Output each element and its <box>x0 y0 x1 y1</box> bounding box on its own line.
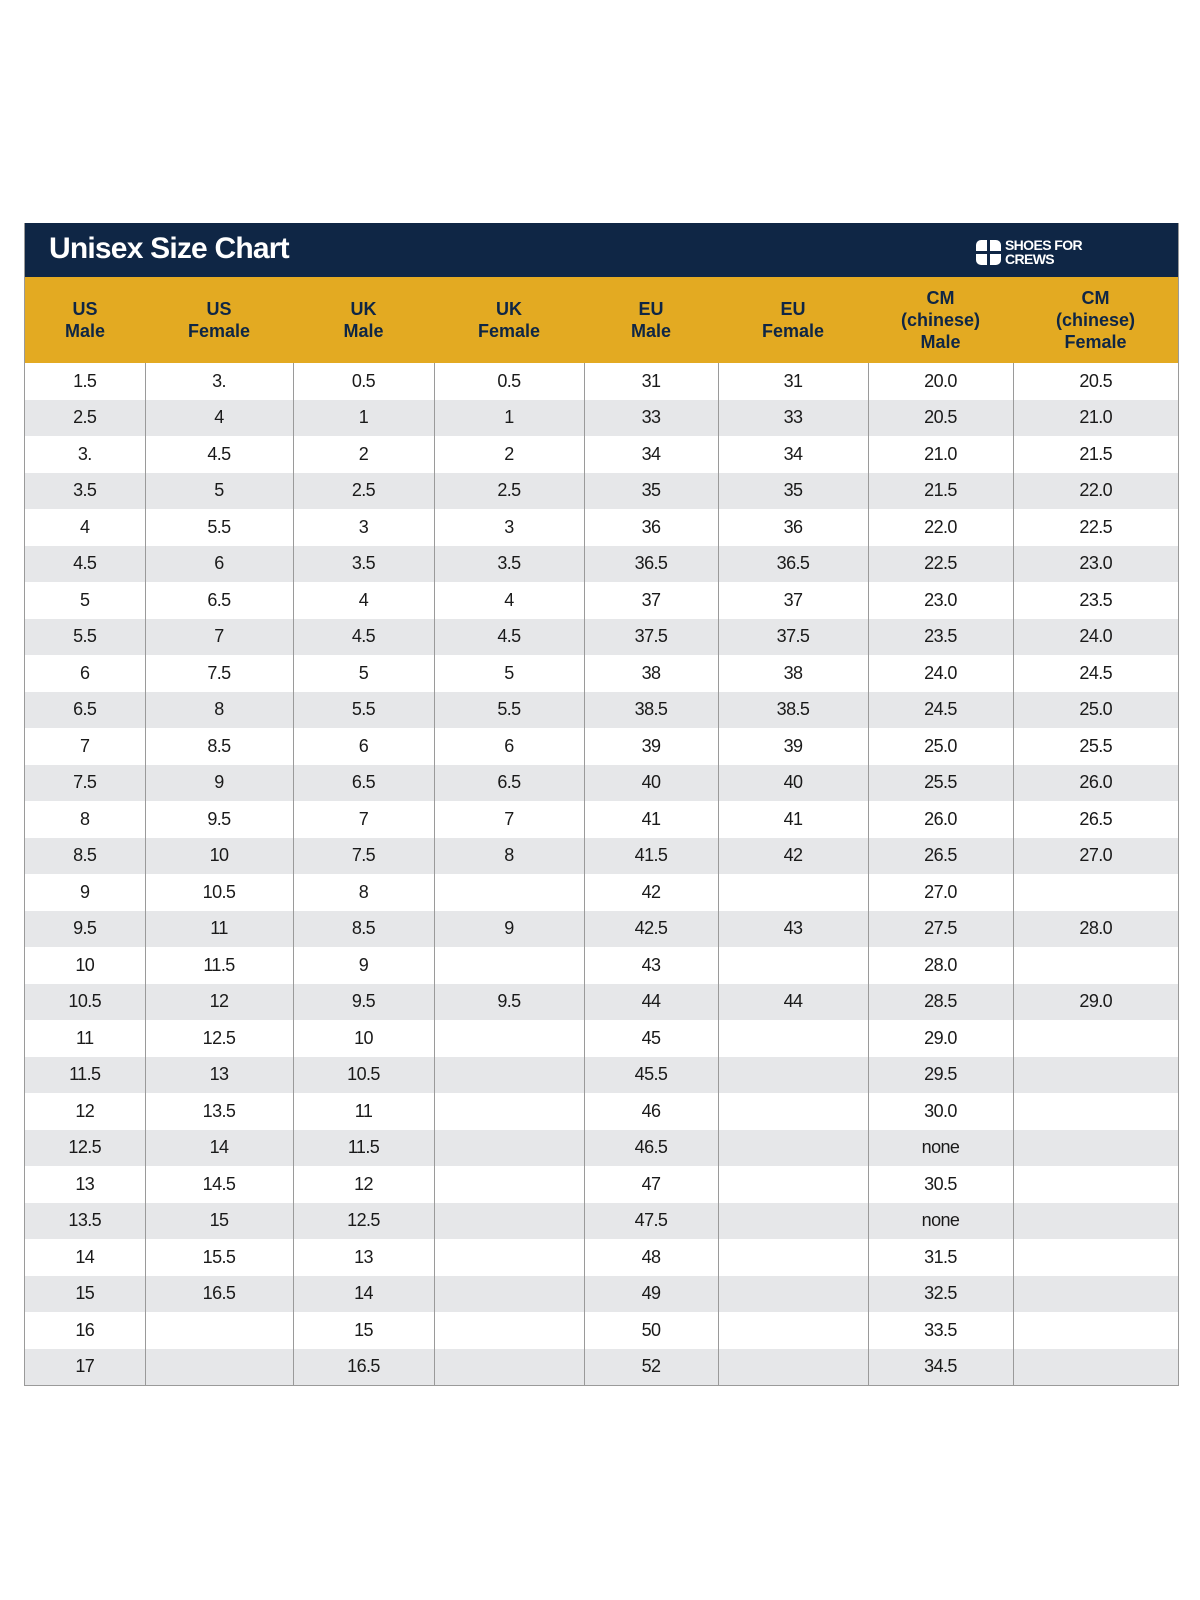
table-cell <box>434 1349 584 1386</box>
table-cell: 45.5 <box>584 1057 718 1094</box>
table-row <box>25 874 1178 911</box>
table-row <box>25 692 1178 729</box>
table-row <box>25 1349 1178 1386</box>
table-cell: 7.5 <box>145 655 293 692</box>
table-cell: 16 <box>25 1312 145 1349</box>
table-cell: 7 <box>434 801 584 838</box>
table-cell: 10 <box>145 838 293 875</box>
table-row <box>25 1020 1178 1057</box>
table-cell <box>434 1057 584 1094</box>
table-cell: 40 <box>584 765 718 802</box>
table-cell: 10 <box>25 947 145 984</box>
table-cell: 14.5 <box>145 1166 293 1203</box>
table-cell: 10.5 <box>25 984 145 1021</box>
table-cell: 31.5 <box>868 1239 1013 1276</box>
table-cell <box>434 1093 584 1130</box>
table-cell: 8 <box>293 874 434 911</box>
table-cell: 20.5 <box>868 400 1013 437</box>
table-cell: 25.0 <box>868 728 1013 765</box>
table-cell: 14 <box>145 1130 293 1167</box>
table-body <box>25 363 1178 1385</box>
table-cell: 37 <box>584 582 718 619</box>
table-cell: 47.5 <box>584 1203 718 1240</box>
table-cell: 3. <box>145 363 293 400</box>
table-cell: 15 <box>145 1203 293 1240</box>
table-cell: 3.5 <box>25 473 145 510</box>
table-cell: 3.5 <box>293 546 434 583</box>
table-cell: 23.5 <box>868 619 1013 656</box>
table-cell <box>145 1349 293 1386</box>
table-cell <box>718 1130 868 1167</box>
table-row <box>25 509 1178 546</box>
table-cell: 30.0 <box>868 1093 1013 1130</box>
table-cell: 33.5 <box>868 1312 1013 1349</box>
table-cell: 12.5 <box>293 1203 434 1240</box>
table-cell: 6 <box>145 546 293 583</box>
table-cell: 26.0 <box>1013 765 1178 802</box>
table-cell: 36 <box>584 509 718 546</box>
table-cell: 14 <box>25 1239 145 1276</box>
table-row <box>25 1239 1178 1276</box>
table-cell: 42 <box>718 838 868 875</box>
table-cell: 36 <box>718 509 868 546</box>
table-cell: 5.5 <box>25 619 145 656</box>
table-cell: 12.5 <box>145 1020 293 1057</box>
table-cell <box>434 1312 584 1349</box>
table-cell: 3 <box>434 509 584 546</box>
table-cell: 11 <box>145 911 293 948</box>
table-cell: 21.0 <box>1013 400 1178 437</box>
column-header: US Male <box>25 277 145 363</box>
table-cell: 38 <box>584 655 718 692</box>
table-cell: 36.5 <box>584 546 718 583</box>
table-cell: 1 <box>434 400 584 437</box>
table-cell: 4 <box>25 509 145 546</box>
table-cell: 31 <box>718 363 868 400</box>
table-cell <box>718 1239 868 1276</box>
table-cell: 42.5 <box>584 911 718 948</box>
table-cell: 2 <box>434 436 584 473</box>
table-cell: none <box>868 1130 1013 1167</box>
table-cell: 41 <box>718 801 868 838</box>
size-chart <box>24 223 1179 1386</box>
table-cell <box>434 1276 584 1313</box>
table-cell: 26.0 <box>868 801 1013 838</box>
table-cell: 6.5 <box>25 692 145 729</box>
table-cell: 8.5 <box>293 911 434 948</box>
table-cell: 28.0 <box>1013 911 1178 948</box>
table-row <box>25 984 1178 1021</box>
table-cell: 12 <box>25 1093 145 1130</box>
table-row <box>25 1093 1178 1130</box>
table-cell: 29.0 <box>868 1020 1013 1057</box>
table-cell: 22.0 <box>868 509 1013 546</box>
table-row <box>25 911 1178 948</box>
table-row <box>25 728 1178 765</box>
table-cell: 20.0 <box>868 363 1013 400</box>
table-cell <box>1013 947 1178 984</box>
table-cell: 38.5 <box>718 692 868 729</box>
table-row <box>25 947 1178 984</box>
brand-line-2: CREWS <box>1004 251 1055 267</box>
table-cell: 8 <box>145 692 293 729</box>
brand-line-1: SHOES FOR <box>1004 237 1082 253</box>
table-cell <box>718 874 868 911</box>
table-cell: 6.5 <box>434 765 584 802</box>
table-cell: 39 <box>584 728 718 765</box>
table-cell: 7 <box>293 801 434 838</box>
table-cell: 5 <box>25 582 145 619</box>
table-cell: 25.0 <box>1013 692 1178 729</box>
table-row <box>25 1276 1178 1313</box>
table-cell <box>718 1349 868 1386</box>
table-cell: 11.5 <box>145 947 293 984</box>
table-cell: 33 <box>584 400 718 437</box>
table-cell: 12.5 <box>25 1130 145 1167</box>
table-cell: 22.0 <box>1013 473 1178 510</box>
table-cell: 5.5 <box>434 692 584 729</box>
size-table <box>25 277 1178 1385</box>
table-cell: 12 <box>293 1166 434 1203</box>
table-row <box>25 582 1178 619</box>
table-cell <box>718 1276 868 1313</box>
table-cell: 33 <box>718 400 868 437</box>
table-cell: 23.5 <box>1013 582 1178 619</box>
table-cell <box>718 1020 868 1057</box>
table-row <box>25 801 1178 838</box>
table-row <box>25 1130 1178 1167</box>
table-cell: 4.5 <box>434 619 584 656</box>
table-cell: 52 <box>584 1349 718 1386</box>
table-cell: 4 <box>145 400 293 437</box>
table-cell: 13 <box>293 1239 434 1276</box>
table-cell: 12 <box>145 984 293 1021</box>
table-cell: 34 <box>584 436 718 473</box>
table-cell <box>718 1093 868 1130</box>
table-cell: 10 <box>293 1020 434 1057</box>
table-cell: 40 <box>718 765 868 802</box>
table-cell: 31 <box>584 363 718 400</box>
table-cell: 4.5 <box>25 546 145 583</box>
table-cell: 13 <box>25 1166 145 1203</box>
table-cell: 24.0 <box>1013 619 1178 656</box>
table-cell: 35 <box>718 473 868 510</box>
table-cell: 10.5 <box>293 1057 434 1094</box>
table-cell: 37.5 <box>584 619 718 656</box>
table-cell: 43 <box>584 947 718 984</box>
table-cell: 38.5 <box>584 692 718 729</box>
table-cell: 9.5 <box>293 984 434 1021</box>
column-header: EU Male <box>584 277 718 363</box>
table-cell: 23.0 <box>1013 546 1178 583</box>
table-cell: 6 <box>434 728 584 765</box>
title-bar <box>25 223 1178 277</box>
chart-title: Unisex Size Chart <box>49 232 289 265</box>
table-cell: 3. <box>25 436 145 473</box>
table-cell: 47 <box>584 1166 718 1203</box>
table-cell: 28.5 <box>868 984 1013 1021</box>
table-cell: 32.5 <box>868 1276 1013 1313</box>
table-cell: 5 <box>145 473 293 510</box>
table-cell <box>1013 1130 1178 1167</box>
shoes-for-crews-logo-icon <box>976 240 1001 265</box>
table-row <box>25 655 1178 692</box>
table-cell: 48 <box>584 1239 718 1276</box>
table-cell <box>434 1239 584 1276</box>
table-cell: 24.0 <box>868 655 1013 692</box>
table-cell: 10.5 <box>145 874 293 911</box>
table-cell: 11.5 <box>293 1130 434 1167</box>
table-row <box>25 619 1178 656</box>
table-cell <box>718 1203 868 1240</box>
table-row <box>25 546 1178 583</box>
table-cell: 13.5 <box>25 1203 145 1240</box>
table-cell <box>1013 1312 1178 1349</box>
table-cell: 4.5 <box>293 619 434 656</box>
table-cell <box>1013 1166 1178 1203</box>
table-cell: 21.5 <box>1013 436 1178 473</box>
table-cell: 2 <box>293 436 434 473</box>
table-cell: 6.5 <box>145 582 293 619</box>
table-cell: 50 <box>584 1312 718 1349</box>
table-cell: 34.5 <box>868 1349 1013 1386</box>
table-cell: 28.0 <box>868 947 1013 984</box>
table-cell: 24.5 <box>868 692 1013 729</box>
table-cell: 21.0 <box>868 436 1013 473</box>
table-cell: 1.5 <box>25 363 145 400</box>
table-cell: 16.5 <box>293 1349 434 1386</box>
table-cell: 3.5 <box>434 546 584 583</box>
table-cell: 8 <box>434 838 584 875</box>
table-cell: 8 <box>25 801 145 838</box>
table-cell: 16.5 <box>145 1276 293 1313</box>
table-cell <box>718 1057 868 1094</box>
table-cell: 2.5 <box>25 400 145 437</box>
table-cell <box>434 1203 584 1240</box>
column-header: CM (chinese) Female <box>1013 277 1178 363</box>
table-cell: 42 <box>584 874 718 911</box>
table-cell <box>1013 1020 1178 1057</box>
table-cell: 9 <box>145 765 293 802</box>
table-cell: 27.5 <box>868 911 1013 948</box>
table-cell: 43 <box>718 911 868 948</box>
table-cell <box>718 1166 868 1203</box>
table-cell: 36.5 <box>718 546 868 583</box>
table-cell: 34 <box>718 436 868 473</box>
table-row <box>25 1203 1178 1240</box>
column-header: EU Female <box>718 277 868 363</box>
table-cell: 2.5 <box>293 473 434 510</box>
table-cell: 7 <box>145 619 293 656</box>
brand-logo <box>976 238 1082 266</box>
table-cell <box>434 1020 584 1057</box>
table-cell <box>1013 1093 1178 1130</box>
table-cell: 14 <box>293 1276 434 1313</box>
column-header: UK Male <box>293 277 434 363</box>
table-cell: 15 <box>25 1276 145 1313</box>
table-cell: 25.5 <box>868 765 1013 802</box>
column-header: CM (chinese) Male <box>868 277 1013 363</box>
table-cell: 8.5 <box>25 838 145 875</box>
table-row <box>25 1312 1178 1349</box>
table-cell: 29.0 <box>1013 984 1178 1021</box>
table-cell: 30.5 <box>868 1166 1013 1203</box>
table-cell: 7.5 <box>25 765 145 802</box>
table-cell: 13.5 <box>145 1093 293 1130</box>
table-cell: 17 <box>25 1349 145 1386</box>
table-cell: 37 <box>718 582 868 619</box>
table-cell: 6.5 <box>293 765 434 802</box>
table-cell: 44 <box>718 984 868 1021</box>
table-cell: 27.0 <box>868 874 1013 911</box>
table-cell: 27.0 <box>1013 838 1178 875</box>
table-cell <box>434 874 584 911</box>
table-row <box>25 1166 1178 1203</box>
table-row <box>25 838 1178 875</box>
table-cell: 41 <box>584 801 718 838</box>
table-cell: 9.5 <box>25 911 145 948</box>
table-cell: 5 <box>293 655 434 692</box>
table-cell: 8.5 <box>145 728 293 765</box>
table-cell: 23.0 <box>868 582 1013 619</box>
table-cell <box>1013 1276 1178 1313</box>
table-cell: 9 <box>293 947 434 984</box>
table-cell: 9 <box>25 874 145 911</box>
table-cell: 9.5 <box>145 801 293 838</box>
table-cell: 39 <box>718 728 868 765</box>
table-cell <box>434 947 584 984</box>
table-cell: 6 <box>25 655 145 692</box>
table-cell: 6 <box>293 728 434 765</box>
table-cell: 24.5 <box>1013 655 1178 692</box>
table-cell: 7 <box>25 728 145 765</box>
table-cell: 4 <box>434 582 584 619</box>
column-header: US Female <box>145 277 293 363</box>
table-cell <box>1013 1349 1178 1386</box>
table-cell: 25.5 <box>1013 728 1178 765</box>
table-cell <box>434 1166 584 1203</box>
table-cell: 11 <box>25 1020 145 1057</box>
column-header: UK Female <box>434 277 584 363</box>
table-cell: 22.5 <box>868 546 1013 583</box>
table-cell: 45 <box>584 1020 718 1057</box>
table-cell: 5.5 <box>145 509 293 546</box>
table-cell: 41.5 <box>584 838 718 875</box>
table-cell: 9.5 <box>434 984 584 1021</box>
table-cell: 21.5 <box>868 473 1013 510</box>
header-row <box>25 277 1178 363</box>
table-row <box>25 363 1178 400</box>
table-cell: 26.5 <box>868 838 1013 875</box>
table-row <box>25 400 1178 437</box>
table-row <box>25 473 1178 510</box>
table-cell <box>1013 1057 1178 1094</box>
table-cell: 3 <box>293 509 434 546</box>
table-cell: 11 <box>293 1093 434 1130</box>
table-cell <box>434 1130 584 1167</box>
table-cell: 15 <box>293 1312 434 1349</box>
table-cell <box>1013 874 1178 911</box>
table-cell: 9 <box>434 911 584 948</box>
table-cell: 5 <box>434 655 584 692</box>
table-cell: 37.5 <box>718 619 868 656</box>
table-cell: 46 <box>584 1093 718 1130</box>
table-cell <box>1013 1239 1178 1276</box>
table-cell: 13 <box>145 1057 293 1094</box>
table-cell <box>145 1312 293 1349</box>
table-cell: 0.5 <box>293 363 434 400</box>
table-cell: 1 <box>293 400 434 437</box>
table-cell: 4.5 <box>145 436 293 473</box>
table-cell: 5.5 <box>293 692 434 729</box>
table-cell: 0.5 <box>434 363 584 400</box>
table-cell: 22.5 <box>1013 509 1178 546</box>
table-cell: 26.5 <box>1013 801 1178 838</box>
table-row <box>25 436 1178 473</box>
table-cell: none <box>868 1203 1013 1240</box>
table-cell: 49 <box>584 1276 718 1313</box>
table-cell: 46.5 <box>584 1130 718 1167</box>
table-cell: 20.5 <box>1013 363 1178 400</box>
table-row <box>25 765 1178 802</box>
table-cell: 35 <box>584 473 718 510</box>
table-cell: 2.5 <box>434 473 584 510</box>
table-cell: 11.5 <box>25 1057 145 1094</box>
table-cell <box>718 1312 868 1349</box>
table-cell: 29.5 <box>868 1057 1013 1094</box>
table-cell: 38 <box>718 655 868 692</box>
table-cell <box>718 947 868 984</box>
table-cell: 15.5 <box>145 1239 293 1276</box>
table-cell: 7.5 <box>293 838 434 875</box>
table-cell <box>1013 1203 1178 1240</box>
table-cell: 4 <box>293 582 434 619</box>
table-cell: 44 <box>584 984 718 1021</box>
table-row <box>25 1057 1178 1094</box>
